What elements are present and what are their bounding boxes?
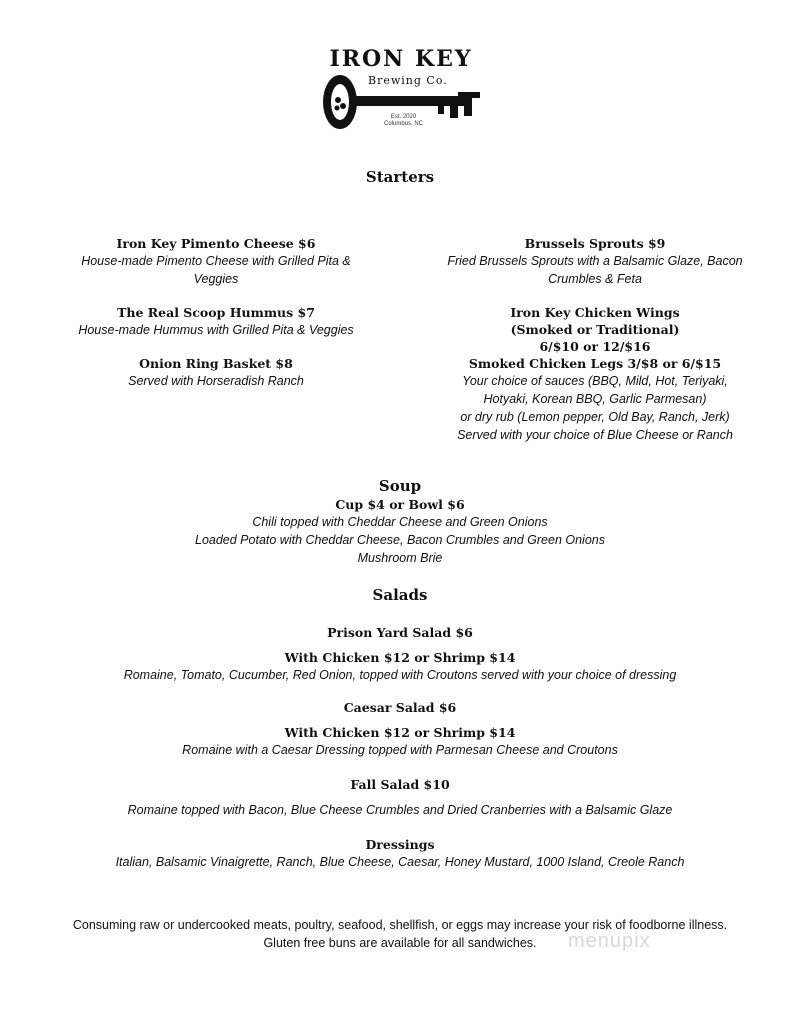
item-name: Fall Salad $10 [350,777,450,792]
item-description: Your choice of sauces (BBQ, Mild, Hot, Teriyaki, [462,374,728,388]
item-name: (Smoked or Traditional) [510,322,680,337]
soup-price: Cup $4 or Bowl $6 [335,497,465,512]
menu-item [51,304,381,339]
menu-item [51,235,381,288]
item-name: Onion Ring Basket $8 [139,356,293,371]
salads-heading: Salads [372,586,428,604]
item-name: Dressings [365,837,435,852]
item-description: or dry rub (Lemon pepper, Old Bay, Ranch, Jerk) [460,410,730,424]
item-description: House-made Hummus with Grilled Pita & Veggies [78,323,354,337]
logo-title: IRON KEY [329,46,473,72]
item-description: Romaine topped with Bacon, Blue Cheese Crumbles and Dried Cranberries with a Balsamic Glaze [127,803,673,817]
watermark: menupix [568,930,651,952]
menu-item [51,355,381,390]
footer-notice [0,916,800,952]
menu-item [430,304,760,444]
dressings [0,836,800,871]
item-name: Smoked Chicken Legs 3/$8 or 6/$15 [468,356,722,371]
soup-heading: Soup [378,477,422,495]
starters-left-column [51,235,381,390]
item-name: Prison Yard Salad $6 [327,625,473,640]
item-description: Romaine with a Caesar Dressing topped with Parmesan Cheese and Croutons [182,743,618,757]
logo-subtitle: Brewing Co. [368,74,448,87]
item-addon: With Chicken $12 or Shrimp $14 [284,725,516,740]
menu-item [430,235,760,288]
item-name: Caesar Salad $6 [343,700,457,715]
starters-right-column [430,235,760,444]
soup-item: Mushroom Brie [357,551,443,565]
item-description: Hotyaki, Korean BBQ, Garlic Parmesan) [483,392,707,406]
salad-prison-yard [0,624,800,684]
item-name: The Real Scoop Hummus $7 [117,305,315,320]
salad-caesar [0,699,800,759]
item-description: Romaine, Tomato, Cucumber, Red Onion, topped with Croutons served with your choice of dressing [123,668,677,682]
starters-heading: Starters [365,168,435,186]
food-safety-warning: Consuming raw or undercooked meats, poultry, seafood, shellfish, or eggs may increase your risk of foodborne illness. [72,918,728,932]
item-description: Crumbles & Feta [548,272,642,286]
brand-logo [318,46,484,136]
soup-section [0,477,800,567]
gluten-free-note: Gluten free buns are available for all sandwiches. [263,936,537,950]
item-description: Italian, Balsamic Vinaigrette, Ranch, Blue Cheese, Caesar, Honey Mustard, 1000 Island, Creole Ranch [115,855,685,869]
item-name: Iron Key Chicken Wings [510,305,680,320]
item-description: Veggies [193,272,239,286]
item-name: Brussels Sprouts $9 [524,236,666,251]
item-description: Served with Horseradish Ranch [128,374,304,388]
item-name: Iron Key Pimento Cheese $6 [116,236,316,251]
logo-established: Est. 2020 Columbus, NC [384,114,424,127]
item-description: Served with your choice of Blue Cheese or Ranch [457,428,733,442]
soup-item: Chili topped with Cheddar Cheese and Green Onions [252,515,548,529]
salad-fall [0,776,800,819]
item-description: House-made Pimento Cheese with Grilled Pita & [81,254,351,268]
item-addon: With Chicken $12 or Shrimp $14 [284,650,516,665]
soup-item: Loaded Potato with Cheddar Cheese, Bacon Crumbles and Green Onions [195,533,605,547]
item-description: Fried Brussels Sprouts with a Balsamic Glaze, Bacon [447,254,743,268]
item-price: 6/$10 or 12/$16 [539,339,651,354]
